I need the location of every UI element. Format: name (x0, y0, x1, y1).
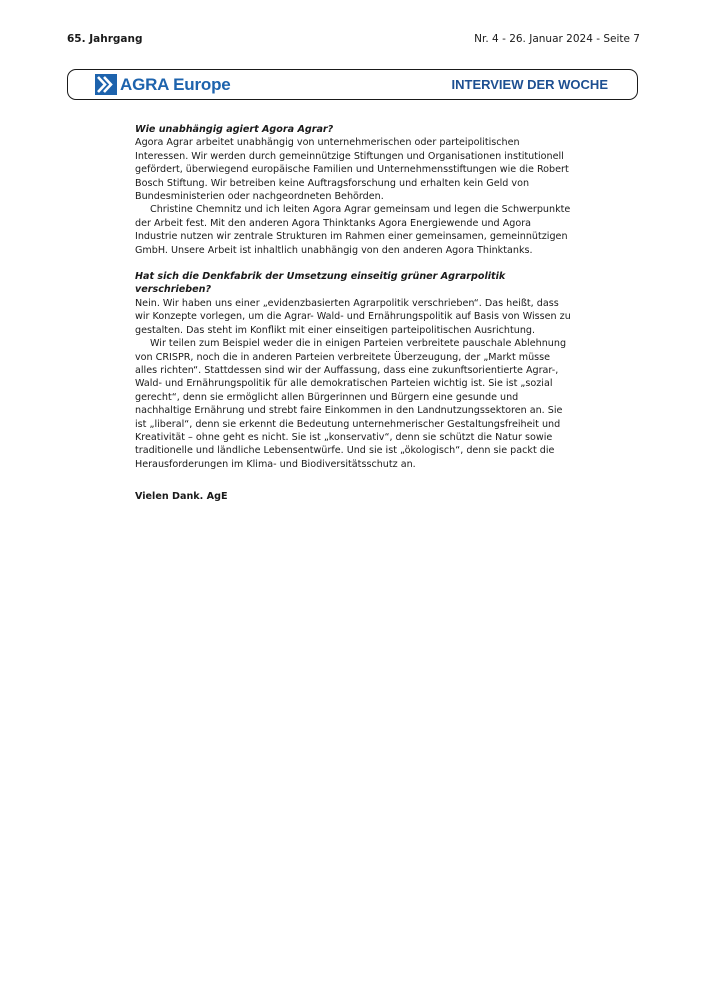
logo-text: AGRA Europe (120, 74, 231, 94)
volume-label: 65. Jahrgang (67, 33, 143, 45)
issue-label: Nr. 4 - 26. Januar 2024 - Seite 7 (474, 33, 640, 45)
article-body (135, 123, 572, 504)
publication-banner (67, 69, 638, 100)
answer-paragraph: Christine Chemnitz und ich leiten Agora Agrar gemeinsam und legen die Schwerpunkte der Arbeit fest. Mit den anderen Agora Thinktanks Agora Energiewende und Agora Industrie nutzen wir zentrale Strukturen im Rahmen einer gemeinsamen, gemeinnützigen GmbH. Unsere Arbeit ist inhaltlich unabhängig von den anderen Agora Thinktanks. (135, 204, 571, 256)
answer-paragraph: Nein. Wir haben uns einer „evidenzbasierten Agrarpolitik verschrieben“. Das heißt, dass wir Konzepte vorlegen, um die Agrar- Wald- und Ernährungspolitik auf Basis von Wissen zu gestalten. Das steht im Konflikt mit einer einseitigen parteipolitischen Ausrichtung. (135, 297, 571, 336)
question-heading: Wie unabhängig agiert Agora Agrar? (135, 124, 334, 135)
closing-line: Vielen Dank. AgE (135, 491, 228, 503)
page-header-line (67, 33, 640, 47)
agra-europe-chevron-icon (95, 74, 117, 95)
section-title: INTERVIEW DER WOCHE (451, 77, 608, 92)
answer-paragraph: Agora Agrar arbeitet unabhängig von unternehmerischen oder parteipolitischen Interessen. Wir werden durch gemeinnützige Stiftungen und Organisationen institutionell gefördert, überwiegend europäische Familien und Unternehmensstiftungen wie die Robert Bosch Stiftung. Wir betreiben keine Auftragsforschung und erhalten kein Geld von Bundesministerien oder nachgeordneten Behörden. (135, 137, 569, 203)
question-heading: Hat sich die Denkfabrik der Umsetzung einseitig grüner Agrarpolitik verschrieben? (135, 271, 506, 296)
paragraph-spacer (135, 257, 572, 270)
agra-europe-logo (95, 74, 231, 95)
answer-paragraph: Wir teilen zum Beispiel weder die in einigen Parteien verbreitete pauschale Ablehnung von CRISPR, noch die in anderen Parteien verbreitete Überzeugung, der „Markt müsse alles richten“. Stattdessen sind wir der Auffassung, dass eine zukunftsorientierte Agrar-, Wald- und Ernährungspolitik für alle demokratischen Parteien wichtig ist. Sie ist „sozial gerecht“, denn sie ermöglicht allen Bürgerinnen und Bürgern eine gesunde und nachhaltige Ernährung und strebt faire Einkommen in den Landnutzungssektoren an. Sie ist „liberal“, denn sie erkennt die Bedeutung unternehmerischer Gestaltungsfreiheit und Kreativität – ohne geht es nicht. Sie ist „konservativ“, denn sie schützt die Natur sowie traditionelle und ländliche Lebensentwürfe. Und sie ist „ökologisch“, denn sie packt die Herausforderungen im Klima- und Biodiversitätsschutz an. (135, 338, 567, 470)
